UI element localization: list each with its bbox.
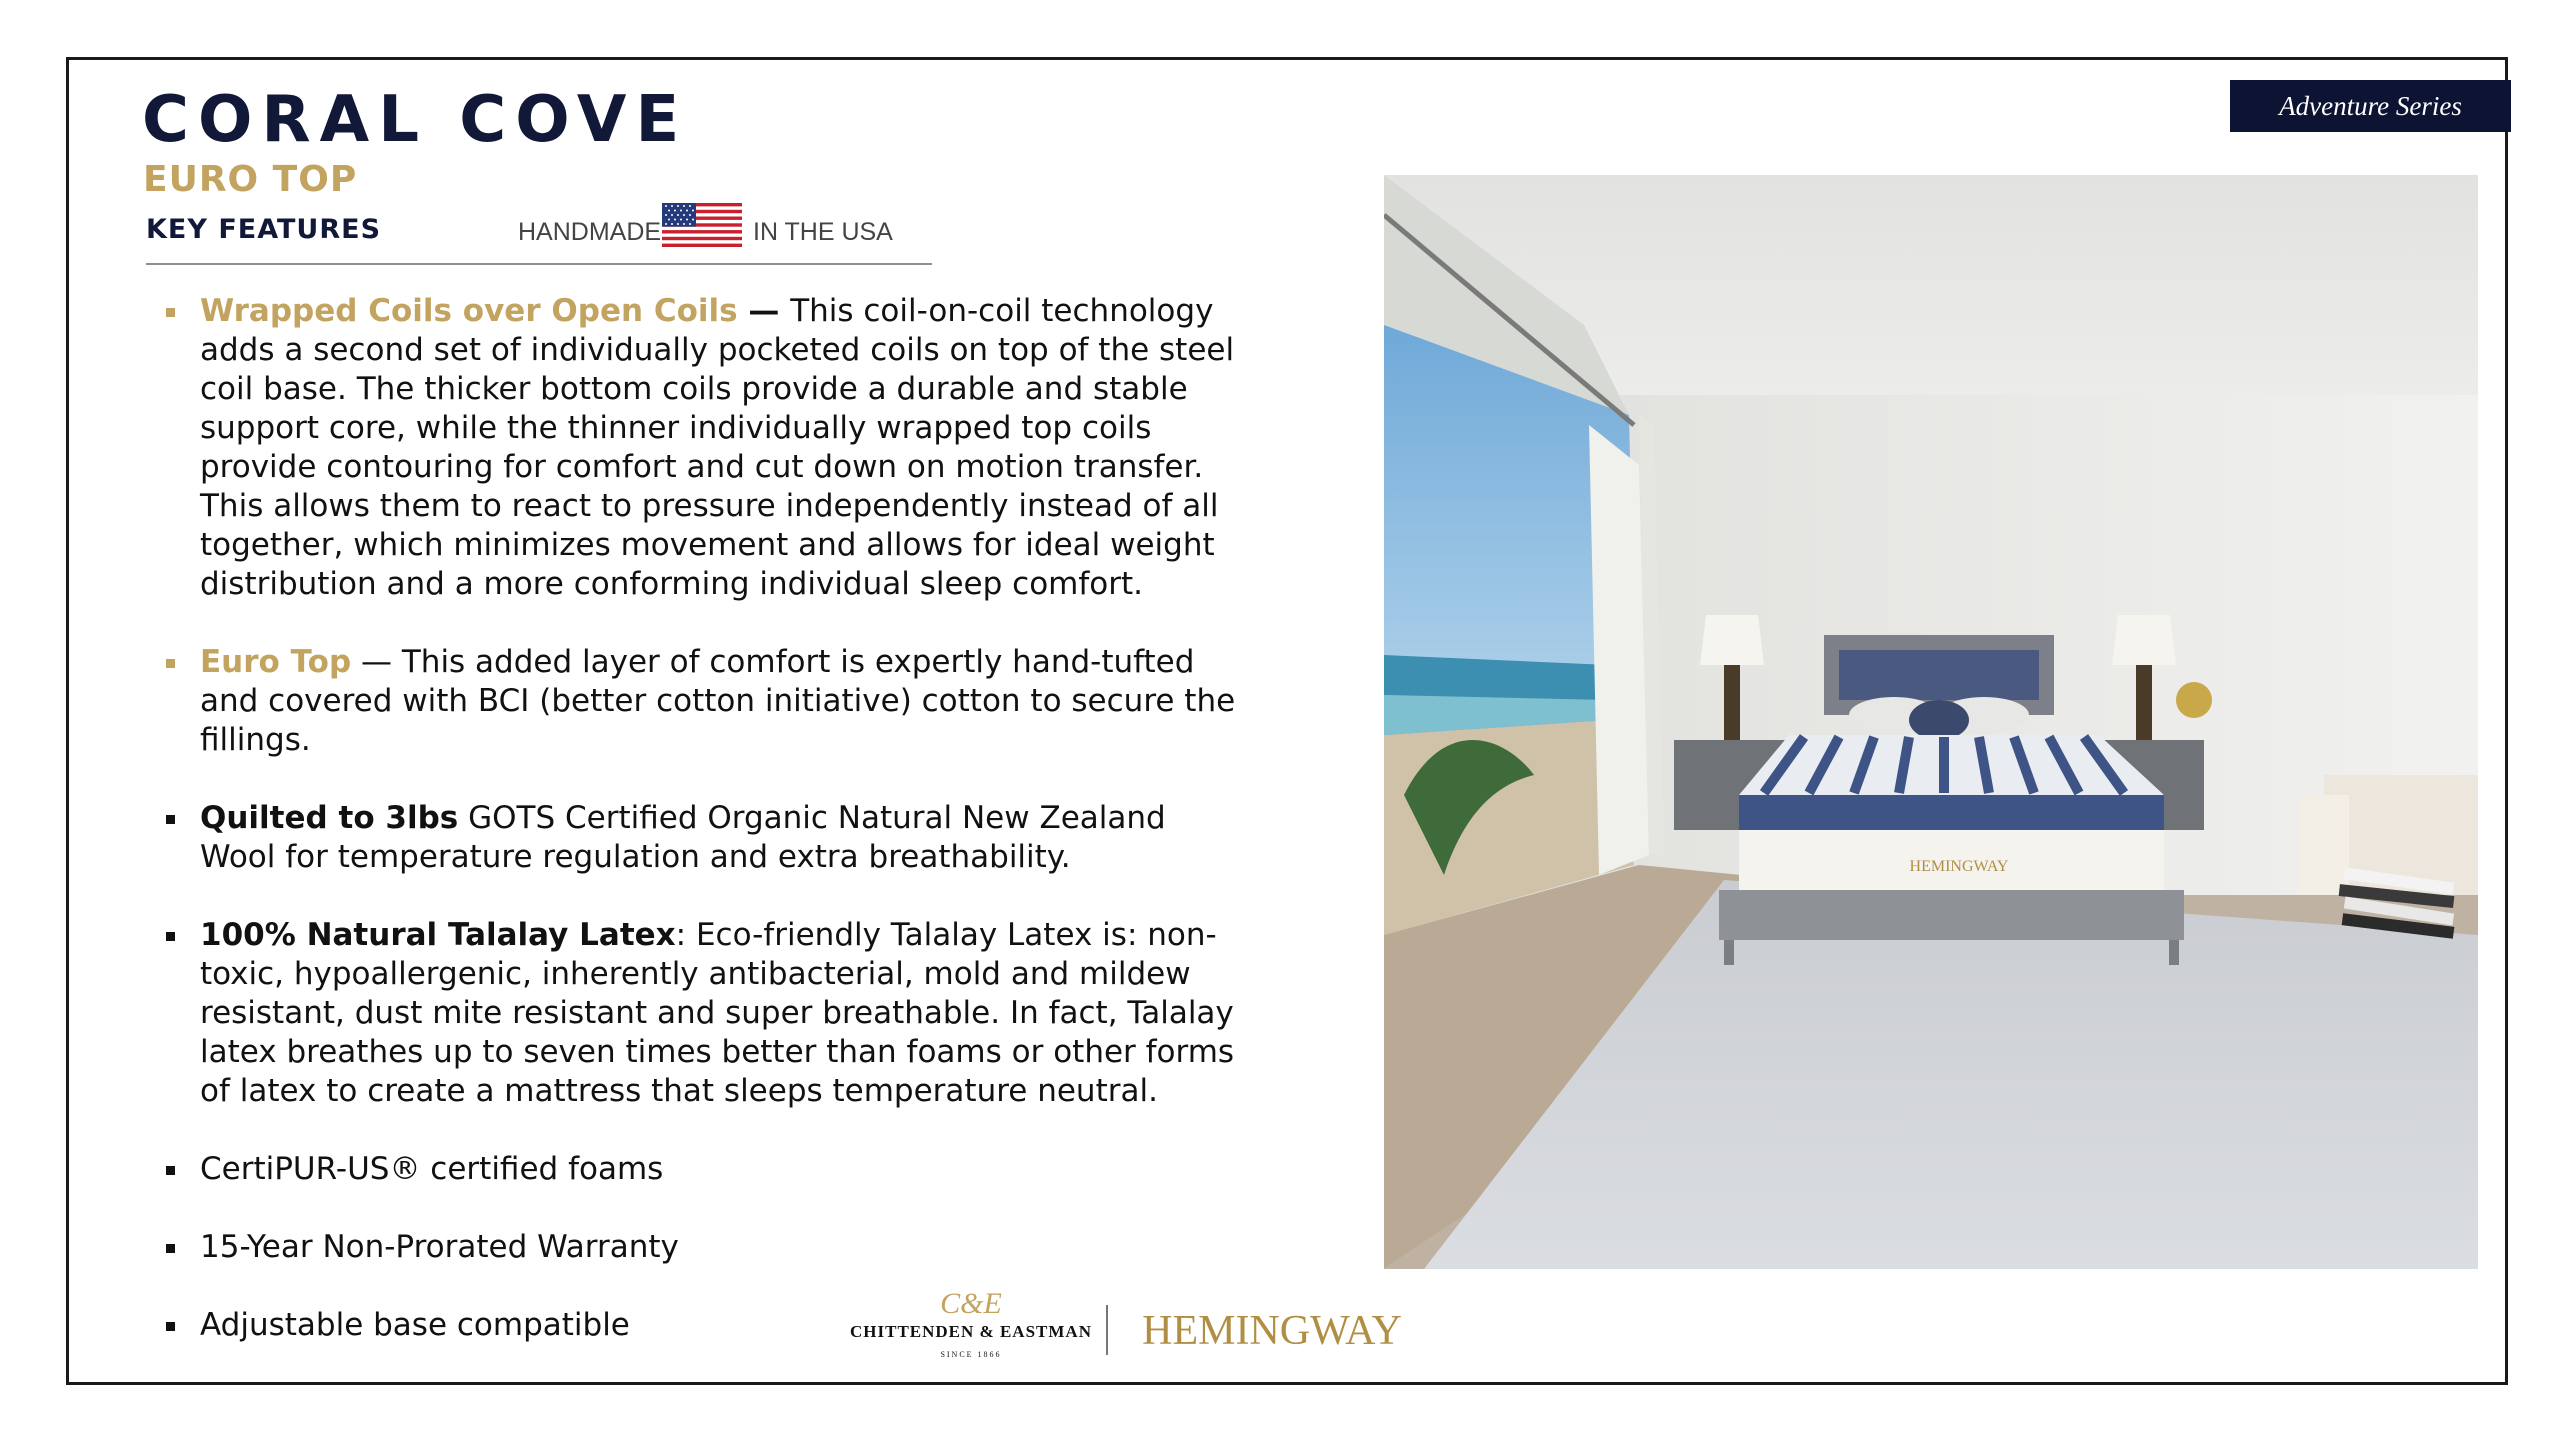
gold-bullet-icon [166,308,175,317]
bullet-icon [166,932,175,941]
feature-separator: : [675,917,696,953]
handmade-label: HANDMADE [518,218,662,246]
gold-bullet-icon [166,659,175,668]
feature-separator: — [351,644,402,680]
since-label: SINCE 1866 [940,1350,1002,1359]
logo-divider [1106,1305,1108,1355]
feature-item [160,292,1240,604]
hemingway-logo: HEMINGWAY [1142,1308,1402,1354]
series-badge: Adventure Series [2230,80,2511,132]
feature-text: This added layer of comfort is expertly hand-tufted and covered with BCI (better cotton initiative) cotton to secure the fillings. [200,644,1236,758]
feature-heading: Wrapped Coils over Open Coils [200,293,738,329]
bed-base [1719,890,2184,940]
bullet-icon [166,1166,175,1175]
mattress-label: HEMINGWAY [1909,858,2009,875]
feature-text: Adjustable base compatible [200,1307,630,1343]
bullet-icon [166,1244,175,1253]
bedroom-photo [1384,175,2478,1269]
bullet-icon [166,815,175,824]
ce-monogram: C&E [940,1287,1002,1320]
feature-list [160,292,1240,1345]
product-title: CORAL COVE [142,83,689,157]
feature-heading: 100% Natural Talalay Latex [200,917,676,953]
feature-text: This coil-on-coil technology adds a second set of individually pocketed coils on top of the steel coil base. The thicker bottom coils provide a durable and stable support core, while the thinner individually wrapped top coils provide contouring for comfort and cut down on motion transfer. This allows them to react to pressure independently instead of all together, which minimizes movement and allows for ideal weight distribution and a more conforming individual sleep comfort. [200,293,1235,602]
feature-heading: Euro Top [200,644,352,680]
feature-item [160,1228,1240,1267]
feature-text: 15-Year Non-Prorated Warranty [200,1229,679,1265]
feature-heading: Quilted to 3lbs [200,800,459,836]
in-the-usa-label: IN THE USA [753,218,893,246]
feature-text: Eco-friendly Talalay Latex is: non-toxic, hypoallergenic, inherently antibacterial, mold and mildew resistant, dust mite resistant and super breathable. In fact, Talalay latex breathes up to seven times better than foams or other forms of latex to create a mattress that sleeps temperature neutral. [200,917,1235,1109]
feature-item [160,1150,1240,1189]
feature-separator: — [737,293,791,329]
feature-text: CertiPUR-US® certified foams [200,1151,664,1187]
feature-separator [458,800,468,836]
us-flag-icon [662,203,742,247]
brand-logos [836,1287,1436,1367]
header-divider [146,263,932,265]
feature-item [160,799,1240,877]
feature-text: GOTS Certified Organic Natural New Zealand Wool for temperature regulation and extra breathability. [200,800,1166,875]
bullet-icon [166,1322,175,1331]
feature-item [160,916,1240,1111]
feature-item [160,643,1240,760]
chittenden-eastman-logo: CHITTENDEN & EASTMAN [850,1322,1092,1341]
product-subtitle: EURO TOP [143,159,358,200]
key-features-heading: KEY FEATURES [146,214,382,245]
